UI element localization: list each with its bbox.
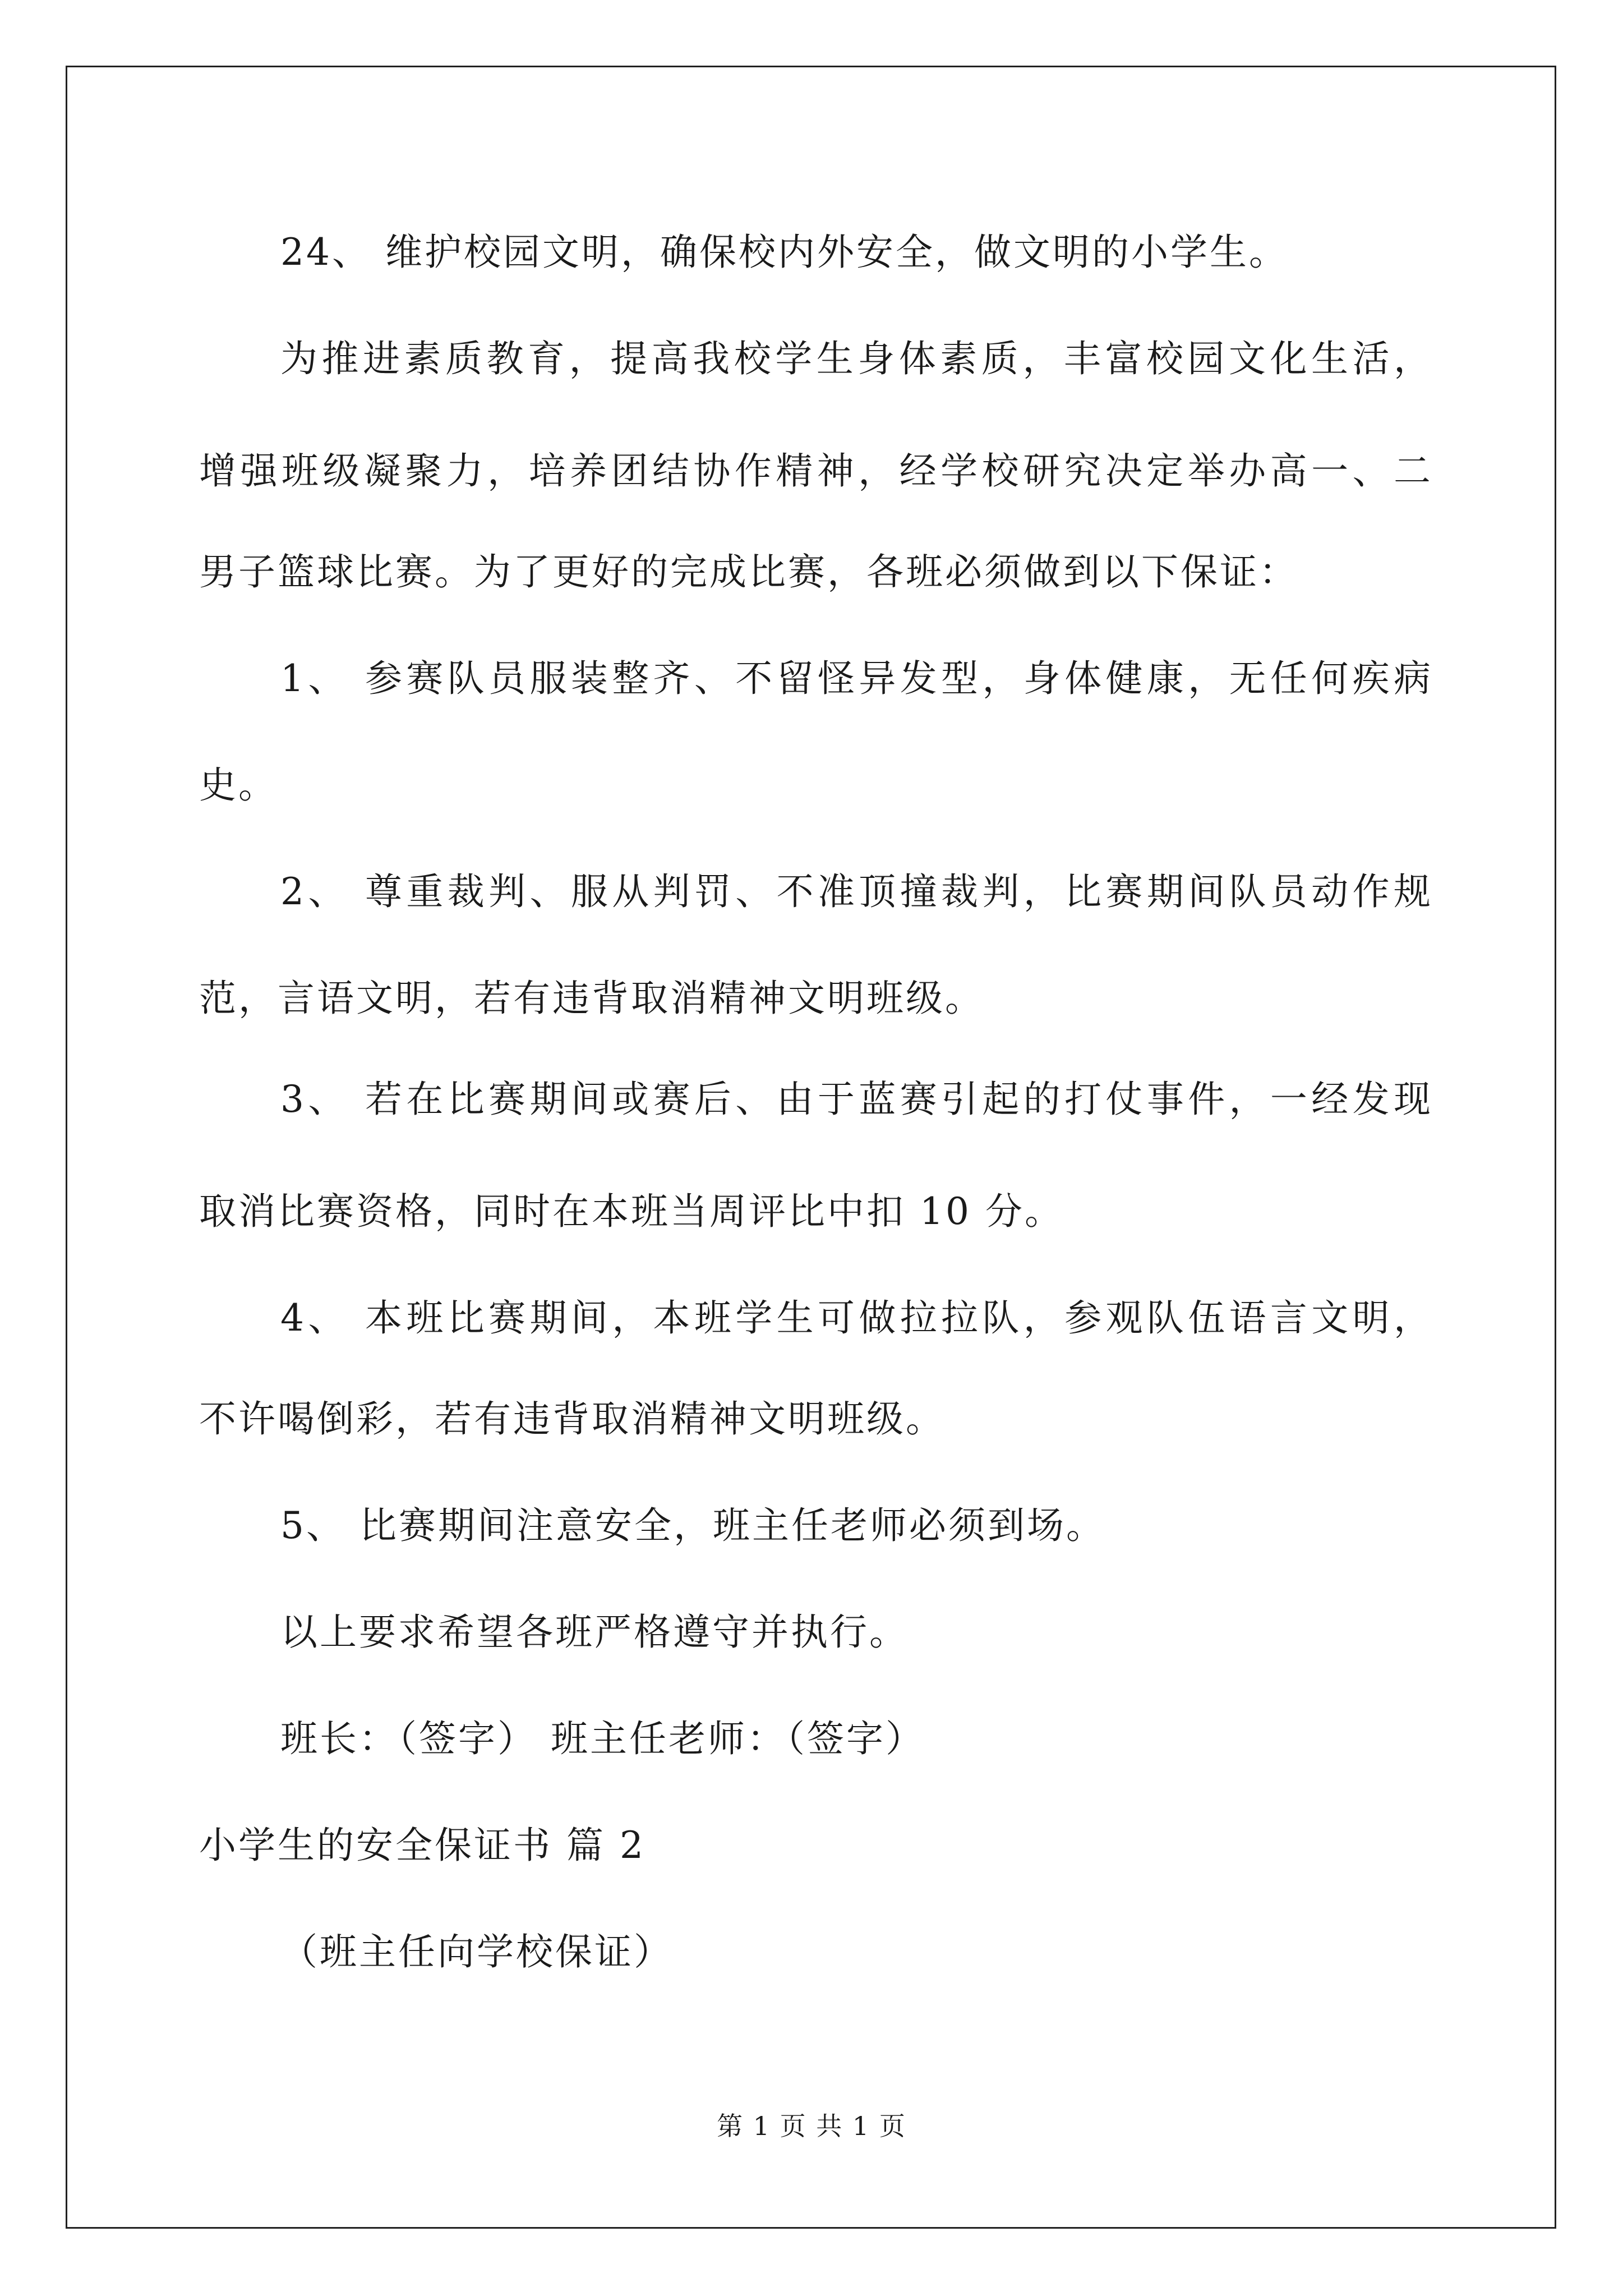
item-3-line-2: 取消比赛资格，同时在本班当周评比中扣 10 分。 [199,1190,1064,1233]
paragraph-intro-line-1: 为推进素质教育，提高我校学生身体素质，丰富校园文化生活， [280,337,1433,380]
item-2-line-2: 范，言语文明，若有违背取消精神文明班级。 [199,977,984,1020]
signature-line: 班长：（签字） 班主任老师：（签字） [280,1717,925,1760]
page-number-footer: 第 1 页 共 1 页 [717,2111,906,2141]
item-3-line-1: 3、 若在比赛期间或赛后、由于蓝赛引起的打仗事件，一经发现 [280,1078,1433,1121]
item-4-line-2: 不许喝倒彩，若有违背取消精神文明班级。 [199,1397,945,1441]
item-1-line-2: 史。 [199,763,278,807]
paragraph-intro-line-2: 增强班级凝聚力，培养团结协作精神，经学校研究决定举办高一、二 [199,449,1433,493]
section-heading: 小学生的安全保证书 篇 2 [199,1824,645,1867]
section-subtitle: （班主任向学校保证） [280,1930,673,1973]
item-1-line-1: 1、 参赛队员服装整齐、不留怪异发型，身体健康，无任何疾病 [280,657,1433,700]
item-2-line-1: 2、 尊重裁判、服从判罚、不准顶撞裁判，比赛期间队员动作规 [280,870,1433,913]
page-border [66,66,1556,2229]
paragraph-item-24: 24、 维护校园文明，确保校内外安全，做文明的小学生。 [280,231,1288,274]
item-4-line-1: 4、 本班比赛期间，本班学生可做拉拉队，参观队伍语言文明， [280,1296,1433,1340]
item-5: 5、 比赛期间注意安全，班主任老师必须到场。 [280,1504,1105,1547]
closing-request: 以上要求希望各班严格遵守并执行。 [280,1611,909,1654]
paragraph-intro-line-3: 男子篮球比赛。为了更好的完成比赛，各班必须做到以下保证： [199,550,1298,593]
